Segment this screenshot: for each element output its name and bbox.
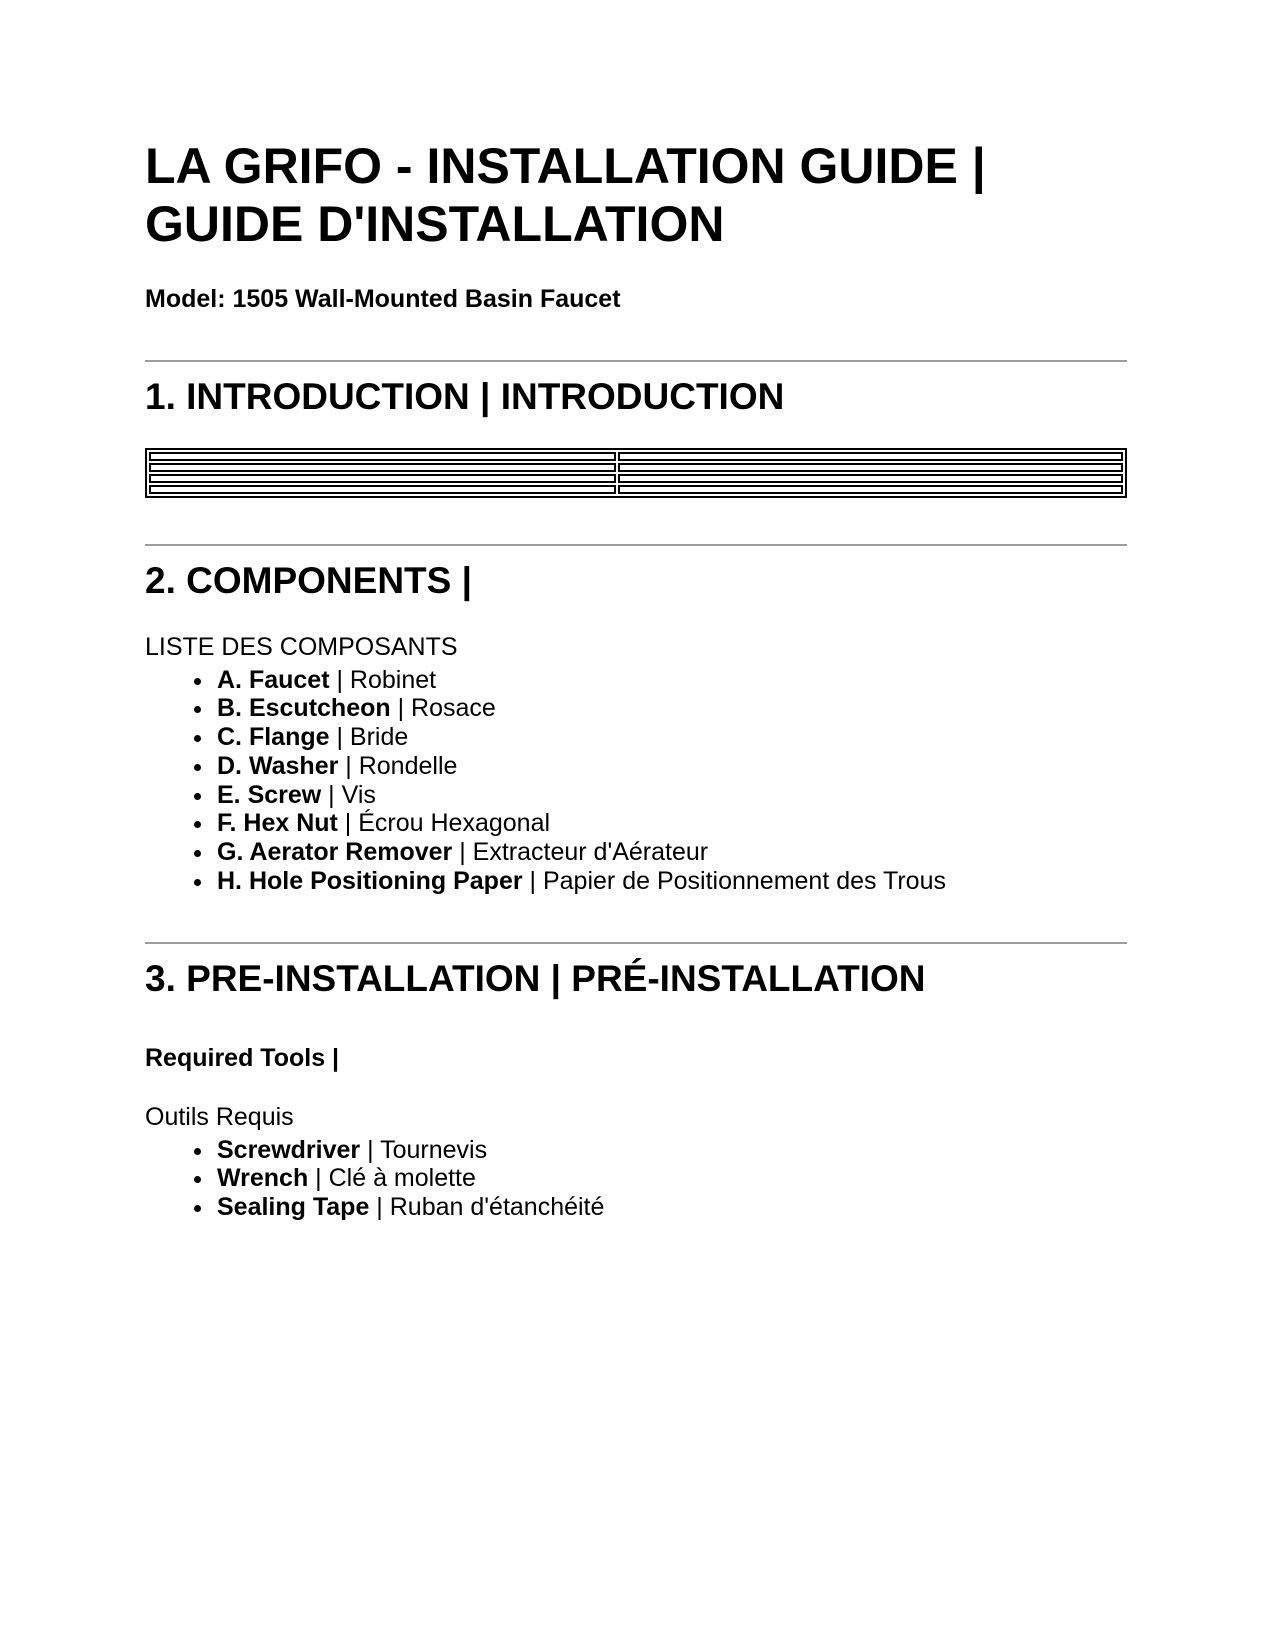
section-divider <box>145 942 1127 944</box>
table-cell-caution-fr <box>618 474 1123 483</box>
component-item <box>215 723 1127 752</box>
component-item <box>215 694 1127 723</box>
table-cell-product-en <box>149 463 616 472</box>
item-text: | Clé à molette <box>308 1164 476 1193</box>
item-text: | Écrou Hexagonal <box>337 809 551 838</box>
model-line: Model: 1505 Wall-Mounted Basin Faucet <box>145 285 621 313</box>
component-item <box>215 838 1127 867</box>
table-row <box>149 452 1123 461</box>
item-bold-text: G. Aerator Remover <box>217 838 453 867</box>
item-bold-text: C. Flange <box>217 723 330 752</box>
item-text: | Rosace <box>390 694 496 723</box>
item-text: | Extracteur d'Aérateur <box>452 838 709 867</box>
document-title: LA GRIFO - INSTALLATION GUIDE | GUIDE D'INSTALLATION <box>145 138 986 252</box>
tool-item <box>215 1164 1127 1193</box>
components-list <box>145 666 1127 896</box>
table-row <box>149 474 1123 483</box>
table-cell-optimal-en <box>149 485 616 494</box>
tool-item <box>215 1136 1127 1165</box>
tools-list <box>145 1136 1127 1222</box>
tools-subtitle: Outils Requis <box>145 1102 294 1131</box>
item-bold-text: F. Hex Nut <box>217 809 338 838</box>
item-text: | Tournevis <box>360 1135 488 1164</box>
table-cell-english-header <box>149 452 616 461</box>
tool-item <box>215 1193 1127 1222</box>
table-cell-optimal-fr <box>618 485 1123 494</box>
item-bold-text: Screwdriver <box>217 1135 361 1164</box>
item-text: | Papier de Positionnement des Trous <box>522 866 946 895</box>
item-bold-text: Wrench <box>217 1164 309 1193</box>
table-row <box>149 463 1123 472</box>
components-subtitle: LISTE DES COMPOSANTS <box>145 632 458 661</box>
item-text: | Bride <box>329 723 409 752</box>
table-cell-french-header <box>618 452 1123 461</box>
component-item <box>215 867 1127 896</box>
section-3-heading: 3. PRE-INSTALLATION | PRÉ-INSTALLATION <box>145 957 926 999</box>
item-text: | Vis <box>321 780 376 809</box>
table-row <box>149 485 1123 494</box>
intro-table <box>145 448 1127 498</box>
item-bold-text: B. Escutcheon <box>217 694 391 723</box>
component-item <box>215 752 1127 781</box>
section-divider <box>145 360 1127 362</box>
component-item <box>215 781 1127 810</box>
item-bold-text: H. Hole Positioning Paper <box>217 866 523 895</box>
table-cell-caution-en <box>149 474 616 483</box>
table-cell-product-fr <box>618 463 1123 472</box>
component-item <box>215 809 1127 838</box>
item-text: | Ruban d'étanchéité <box>369 1193 605 1222</box>
section-divider <box>145 544 1127 546</box>
item-bold-text: Sealing Tape <box>217 1193 370 1222</box>
section-2-heading: 2. COMPONENTS | <box>145 560 472 602</box>
section-1-heading: 1. INTRODUCTION | INTRODUCTION <box>145 375 785 417</box>
required-tools-heading: Required Tools | <box>145 1044 340 1073</box>
item-text: | Rondelle <box>338 751 458 780</box>
item-bold-text: A. Faucet <box>217 665 330 694</box>
component-item <box>215 666 1127 695</box>
item-text: | Robinet <box>329 665 437 694</box>
item-bold-text: D. Washer <box>217 751 339 780</box>
item-bold-text: E. Screw <box>217 780 322 809</box>
